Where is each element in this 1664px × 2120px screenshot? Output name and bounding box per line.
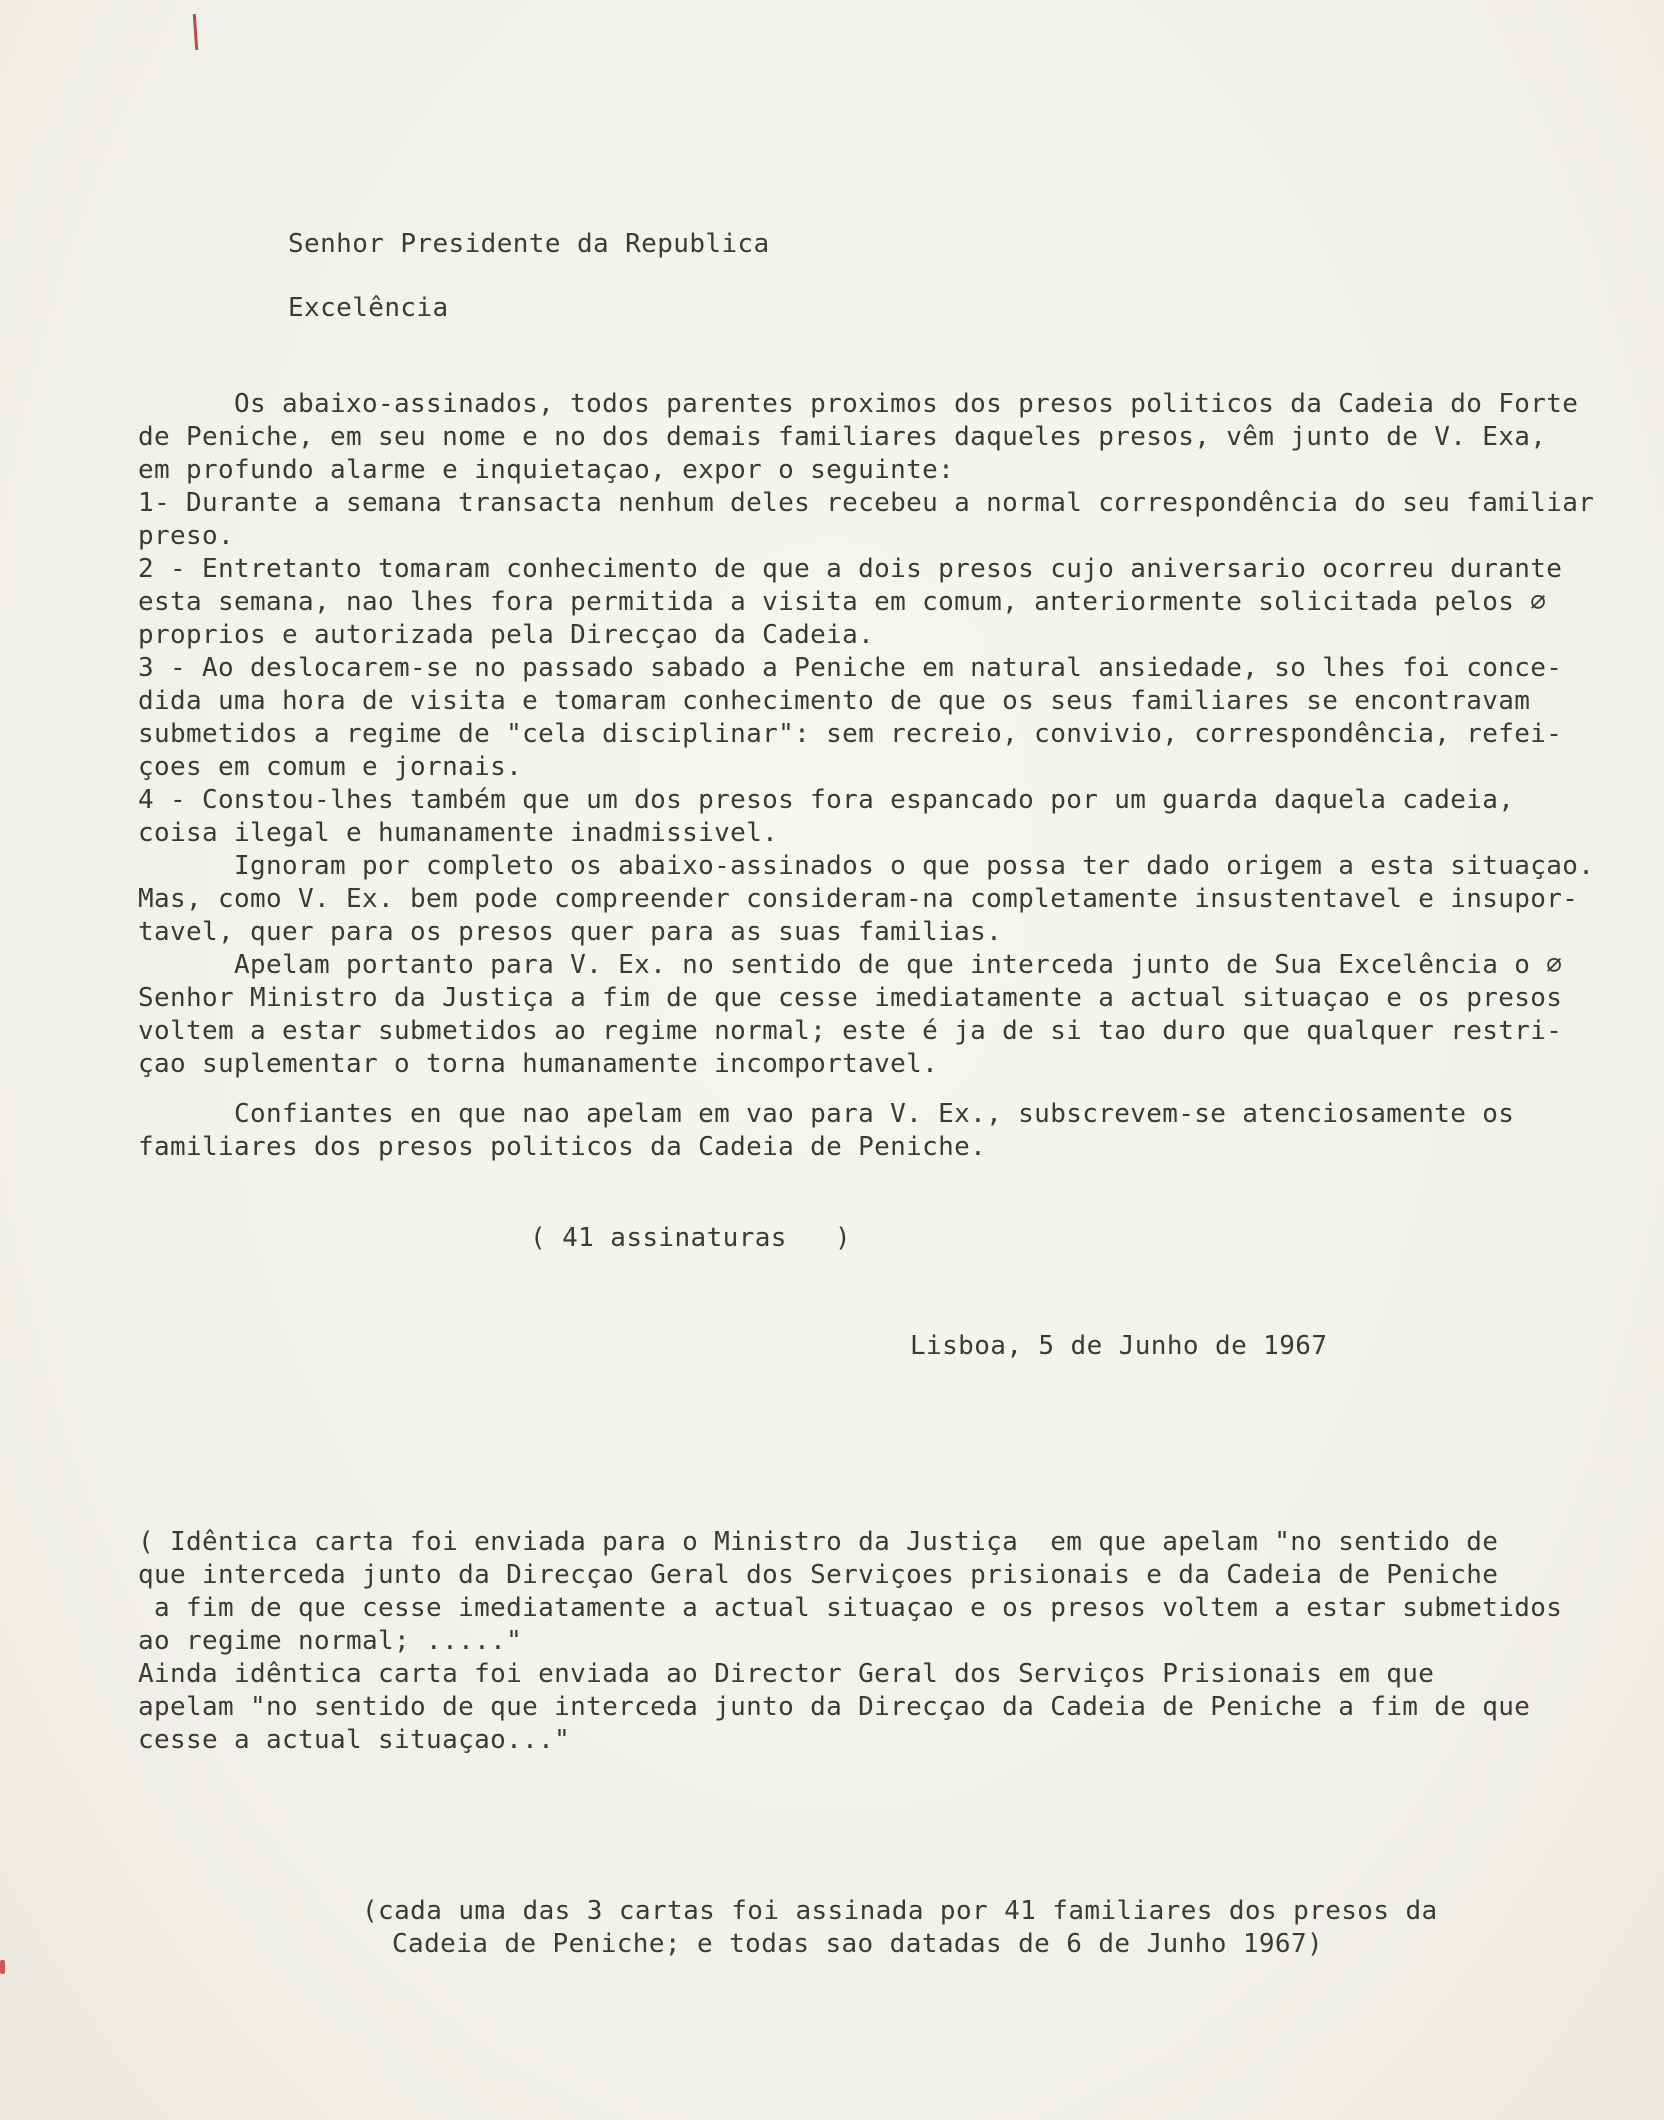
note-line: cesse a actual situaçao..." bbox=[138, 1725, 571, 1755]
greeting: Excelência bbox=[288, 293, 449, 323]
salutation: Senhor Presidente da Republica bbox=[288, 229, 770, 259]
body-line: 2 - Entretanto tomaram conhecimento de que a dois presos cujo aniversario ocorreu durante bbox=[138, 554, 1563, 584]
note-line: a fim de que cesse imediatamente a actual situaçao e os presos voltem a estar submetidos bbox=[138, 1593, 1563, 1623]
body-line: em profundo alarme e inquietaçao, expor o seguinte: bbox=[138, 455, 955, 485]
note-line: ( Idêntica carta foi enviada para o Ministro da Justiça em que apelam "no sentido de bbox=[138, 1527, 1499, 1557]
body-line: Mas, como V. Ex. bem pode compreender consideram-na completamente insustentavel e insupor- bbox=[138, 884, 1579, 914]
note-line: que interceda junto da Direcçao Geral dos Serviçoes prisionais e da Cadeia de Peniche bbox=[138, 1560, 1499, 1590]
body-line: voltem a estar submetidos ao regime normal; este é ja de si tao duro que qualquer restri- bbox=[138, 1016, 1563, 1046]
footer-line-1: (cada uma das 3 cartas foi assinada por 41 familiares dos presos da bbox=[362, 1896, 1438, 1926]
place-date: Lisboa, 5 de Junho de 1967 bbox=[910, 1331, 1328, 1361]
body-line: 4 - Constou-lhes também que um dos presos fora espancado por um guarda daquela cadeia, bbox=[138, 785, 1515, 815]
body-line: coisa ilegal e humanamente inadmissivel. bbox=[138, 818, 779, 848]
body-line: preso. bbox=[138, 521, 235, 551]
body-line: familiares dos presos politicos da Cadeia de Peniche. bbox=[138, 1132, 987, 1162]
body-line: submetidos a regime de "cela disciplinar": sem recreio, convivio, correspondência, refei- bbox=[138, 719, 1563, 749]
footer-line-2: Cadeia de Peniche; e todas sao datadas de 6 de Junho 1967) bbox=[392, 1929, 1324, 1959]
body-line: Confiantes en que nao apelam em vao para V. Ex., subscrevem-se atenciosamente os bbox=[138, 1099, 1515, 1129]
body-line: de Peniche, em seu nome e no dos demais familiares daqueles presos, vêm junto de V. Exa, bbox=[138, 422, 1547, 452]
red-margin-mark bbox=[0, 1960, 5, 1974]
body-line: esta semana, nao lhes fora permitida a visita em comum, anteriormente solicitada pelos ∅ bbox=[138, 587, 1547, 617]
body-line: proprios e autorizada pela Direcçao da Cadeia. bbox=[138, 620, 875, 650]
note-line: apelam "no sentido de que interceda junto da Direcçao da Cadeia de Peniche a fim de que bbox=[138, 1692, 1531, 1722]
body-line: tavel, quer para os presos quer para as suas familias. bbox=[138, 917, 1003, 947]
body-line: çoes em comum e jornais. bbox=[138, 752, 523, 782]
body-line: 3 - Ao deslocarem-se no passado sabado a Peniche em natural ansiedade, so lhes foi conce- bbox=[138, 653, 1563, 683]
body-line: Senhor Ministro da Justiça a fim de que cesse imediatamente a actual situaçao e os presos bbox=[138, 983, 1563, 1013]
body-line: Ignoram por completo os abaixo-assinados o que possa ter dado origem a esta situaçao. bbox=[138, 851, 1595, 881]
body-line: Os abaixo-assinados, todos parentes proximos dos presos politicos da Cadeia do Forte bbox=[138, 389, 1579, 419]
red-pen-mark bbox=[193, 14, 199, 50]
note-line: Ainda idêntica carta foi enviada ao Director Geral dos Serviços Prisionais em que bbox=[138, 1659, 1435, 1689]
signatures-count: ( 41 assinaturas ) bbox=[530, 1223, 852, 1253]
body-line: çao suplementar o torna humanamente incomportavel. bbox=[138, 1049, 939, 1079]
note-line: ao regime normal; ....." bbox=[138, 1626, 523, 1656]
body-line: dida uma hora de visita e tomaram conhecimento de que os seus familiares se encontravam bbox=[138, 686, 1531, 716]
body-line: Apelam portanto para V. Ex. no sentido de que interceda junto de Sua Excelência o ∅ bbox=[138, 950, 1563, 980]
body-line: 1- Durante a semana transacta nenhum deles recebeu a normal correspondência do seu familiar bbox=[138, 488, 1595, 518]
